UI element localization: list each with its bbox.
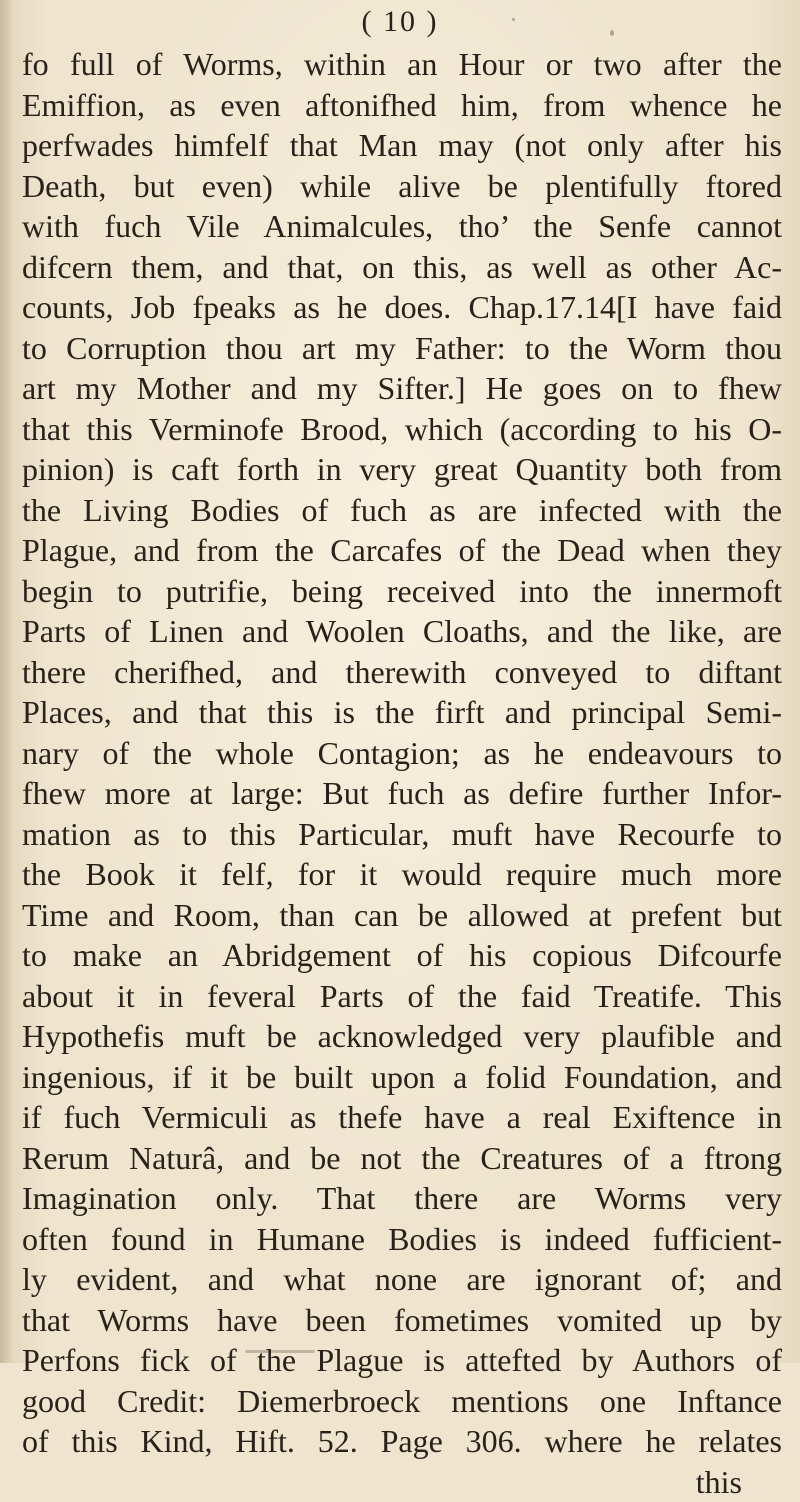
- text-line: Rerum Naturâ, and be not the Creatures of a ftrong: [22, 1138, 782, 1179]
- text-line: Death, but even) while alive be plentifully ftored: [22, 166, 782, 207]
- text-line: perfwades himfelf that Man may (not only after his: [22, 125, 782, 166]
- text-line: Hypothefis muft be acknowledged very plaufible and: [22, 1016, 782, 1057]
- text-line: often found in Humane Bodies is indeed fufficient-: [22, 1219, 782, 1260]
- text-line: Places, and that this is the firft and principal Semi-: [22, 692, 782, 733]
- text-line: Emiffion, as even aftonifhed him, from whence he: [22, 85, 782, 126]
- paper-smudge: [245, 1350, 315, 1353]
- text-line: with fuch Vile Animalcules, tho’ the Senfe cannot: [22, 206, 782, 247]
- page-number: ( 10 ): [0, 2, 800, 42]
- text-line: counts, Job fpeaks as he does. Chap.17.14[I have faid: [22, 287, 782, 328]
- text-line: pinion) is caft forth in very great Quantity both from: [22, 449, 782, 490]
- text-line: Time and Room, than can be allowed at prefent but: [22, 895, 782, 936]
- paper-speck: [512, 18, 515, 21]
- text-line: to make an Abridgement of his copious Difcourfe: [22, 935, 782, 976]
- paper-speck: [610, 30, 614, 36]
- text-line: Parts of Linen and Woolen Cloaths, and the like, are: [22, 611, 782, 652]
- text-line: fo full of Worms, within an Hour or two after the: [22, 44, 782, 85]
- text-line: ingenious, if it be built upon a folid Foundation, and: [22, 1057, 782, 1098]
- text-line: if fuch Vermiculi as thefe have a real Exiftence in: [22, 1097, 782, 1138]
- text-line: good Credit: Diemerbroeck mentions one Inftance: [22, 1381, 782, 1422]
- catchword: this: [22, 1462, 782, 1502]
- text-line: fhew more at large: But fuch as defire further Infor-: [22, 773, 782, 814]
- text-line: to Corruption thou art my Father: to the Worm thou: [22, 328, 782, 369]
- text-line: nary of the whole Contagion; as he endeavours to: [22, 733, 782, 774]
- body-text: [22, 44, 782, 1502]
- text-line: Perfons fick of the Plague is attefted by Authors of: [22, 1340, 782, 1381]
- text-line: the Living Bodies of fuch as are infected with the: [22, 490, 782, 531]
- text-line: mation as to this Particular, muft have Recourfe to: [22, 814, 782, 855]
- page-gutter-shadow: [0, 0, 14, 1363]
- text-line: there cherifhed, and therewith conveyed to diftant: [22, 652, 782, 693]
- text-line: of this Kind, Hift. 52. Page 306. where he relates: [22, 1421, 782, 1462]
- text-line: art my Mother and my Sifter.] He goes on to fhew: [22, 368, 782, 409]
- text-line: about it in feveral Parts of the faid Treatife. This: [22, 976, 782, 1017]
- text-line: ly evident, and what none are ignorant of; and: [22, 1259, 782, 1300]
- text-line: Plague, and from the Carcafes of the Dead when they: [22, 530, 782, 571]
- text-line: difcern them, and that, on this, as well as other Ac-: [22, 247, 782, 288]
- text-line: begin to putrifie, being received into the innermoft: [22, 571, 782, 612]
- text-line: that Worms have been fometimes vomited up by: [22, 1300, 782, 1341]
- text-line: that this Verminofe Brood, which (according to his O-: [22, 409, 782, 450]
- text-line: the Book it felf, for it would require much more: [22, 854, 782, 895]
- text-line: Imagination only. That there are Worms very: [22, 1178, 782, 1219]
